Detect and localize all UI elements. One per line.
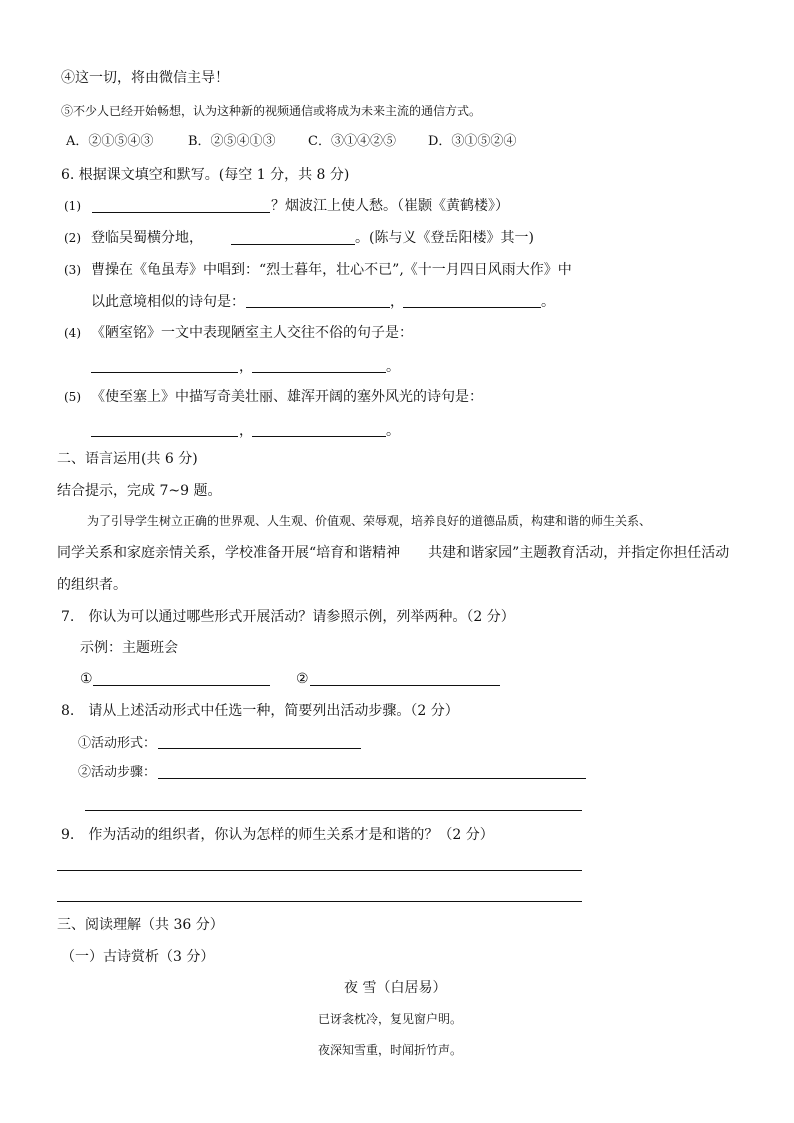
q7-blank-1[interactable] <box>93 685 270 686</box>
q8-steps-label: ②活动步骤： <box>78 765 157 780</box>
part2-para-line2: 同学关系和家庭亲情关系，学校准备开展“培育和谐精神 共建和谐家园”主题教育活动，并指定你担任活动 <box>57 545 730 561</box>
q6-3-blank-a[interactable] <box>246 307 390 308</box>
part2-para-line3: 的组织者。 <box>57 577 127 593</box>
q6-4-period: 。 <box>386 359 400 375</box>
q6-4-comma: ， <box>239 359 253 375</box>
q6-2-tail: 。(陈与义《登岳阳楼》其一) <box>355 230 534 246</box>
q8-steps-blank-1[interactable] <box>158 778 586 779</box>
q6-1-blank[interactable] <box>92 212 270 213</box>
part3-title: 三、阅读理解（共 36 分） <box>57 917 224 933</box>
q6-5-text: 《使至塞上》中描写奇美壮丽、雄浑开阔的塞外风光的诗句是： <box>91 389 483 405</box>
q7-blank-2[interactable] <box>310 685 500 686</box>
choice-b: B．②⑤④①③ <box>188 134 276 149</box>
q6-5-period: 。 <box>386 423 400 439</box>
q6-1-number: (1) <box>64 199 81 213</box>
q6-title: 6. 根据课文填空和默写。(每空 1 分，共 8 分) <box>61 167 350 183</box>
q6-4-text: 《陋室铭》一文中表现陋室主人交往不俗的句子是： <box>91 325 413 341</box>
q6-4-number: (4) <box>64 326 81 340</box>
q6-3-comma: ， <box>390 294 404 310</box>
q6-2-blank[interactable] <box>231 244 355 245</box>
q6-5-blank-b[interactable] <box>252 436 386 437</box>
choice-d: D．③①⑤②④ <box>428 134 517 149</box>
q6-3-number: (3) <box>64 263 81 277</box>
q8-title: 8. 请从上述活动形式中任选一种，简要列出活动步骤。（2 分） <box>61 703 459 719</box>
choice-a: A．②①⑤④③ <box>66 134 154 149</box>
q6-4-blank-a[interactable] <box>91 372 238 373</box>
q6-4-blank-b[interactable] <box>252 372 386 373</box>
option-item-5: ⑤不少人已经开始畅想，认为这种新的视频通信或将成为未来主流的通信方式。 <box>61 104 482 118</box>
choice-c: C．③①④②⑤ <box>308 134 396 149</box>
q7-example: 示例：主题班会 <box>80 640 178 656</box>
q9-blank-2[interactable] <box>57 901 582 902</box>
q6-3-line1: 曹操在《龟虽寿》中唱到：“烈士暮年，壮心不已”,《十一月四日风雨大作》中 <box>91 262 572 278</box>
option-item-4: ④这一切，将由微信主导！ <box>61 70 229 86</box>
poem-line-2: 夜深知雪重，时闻折竹声。 <box>318 1043 463 1057</box>
part2-prompt: 结合提示，完成 7~9 题。 <box>57 483 222 499</box>
part2-title: 二、语言运用(共 6 分) <box>57 451 198 467</box>
q6-3-period: 。 <box>541 294 555 310</box>
q8-form-label: ①活动形式： <box>78 736 157 751</box>
q6-5-number: (5) <box>64 390 81 404</box>
q8-steps-blank-2[interactable] <box>85 810 582 811</box>
q6-2-head: 登临吴蜀横分地， <box>91 230 203 246</box>
q9-blank-1[interactable] <box>57 870 582 871</box>
q6-5-blank-a[interactable] <box>91 436 238 437</box>
q7-title: 7. 你认为可以通过哪些形式开展活动？请参照示例，列举两种。（2 分） <box>61 609 515 625</box>
q7-mark-1: ① <box>80 671 93 687</box>
q6-3-line2: 以此意境相似的诗句是： <box>91 294 245 310</box>
q6-2-number: (2) <box>64 231 81 245</box>
part2-para-line1: 为了引导学生树立正确的世界观、人生观、价值观、荣辱观，培养良好的道德品质，构建和谐的师生关系、 <box>87 514 652 528</box>
part3-subsection-1: （一）古诗赏析（3 分） <box>61 949 215 965</box>
q6-3-blank-b[interactable] <box>403 307 541 308</box>
q9-title: 9. 作为活动的组织者，你认为怎样的师生关系才是和谐的？（2 分） <box>61 827 494 843</box>
q6-5-comma: ， <box>239 423 253 439</box>
q7-mark-2: ② <box>296 671 309 687</box>
poem-line-1: 已讶衾枕冷，复见窗户明。 <box>318 1012 463 1026</box>
q8-form-blank[interactable] <box>158 748 361 749</box>
q6-1-tail: ？烟波江上使人愁。（崔颢《黄鹤楼》） <box>271 198 509 214</box>
poem-title: 夜 雪（白居易） <box>344 980 447 996</box>
